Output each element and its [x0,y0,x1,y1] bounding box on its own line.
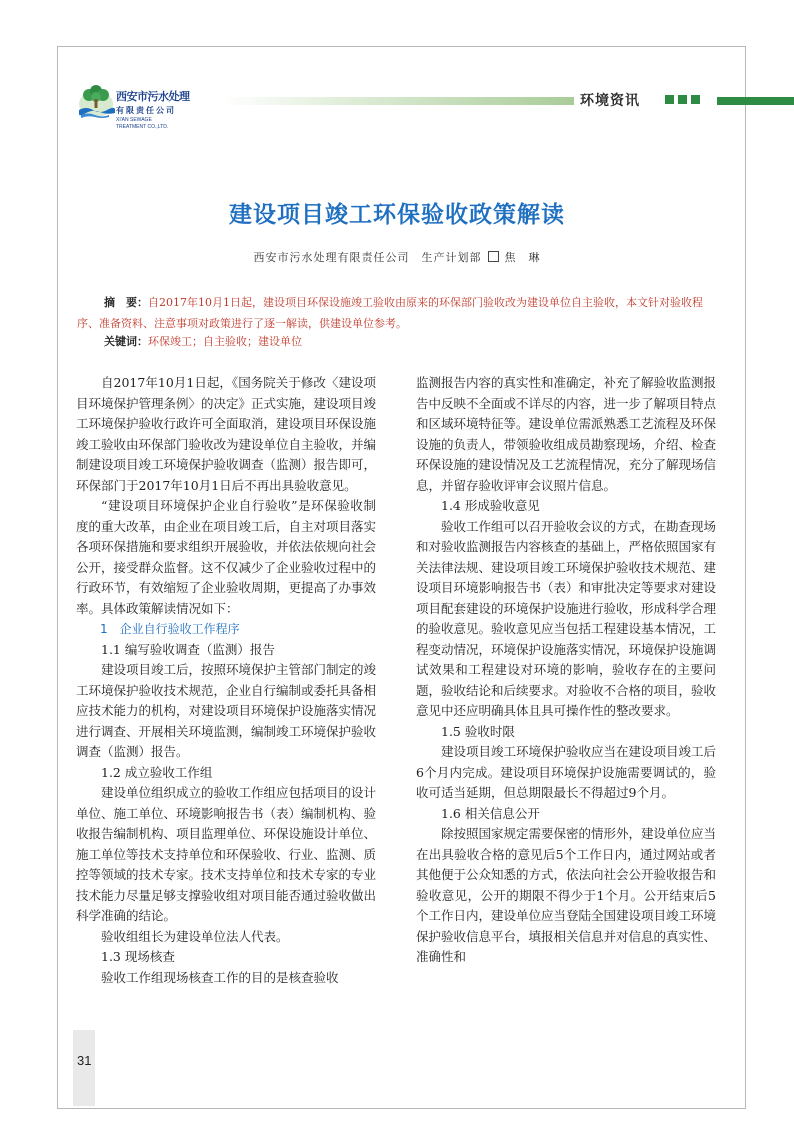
abstract [77,292,719,334]
logo-name-en-2: TREATMENT CO.,LTD. [116,124,169,130]
body-paragraph: 建设单位组织成立的验收工作组应包括项目的设计单位、施工单位、环境影响报告书（表）编制机构、验收报告编制机构、项目监理单位、环保设施设计单位、施工单位等技术支持单位和环保验收、行业、监测、质控等领域的技术专家。技术支持单位和技术专家的专业技术能力尽量足够支撑验收组对项目能否通过验收做出科学准确的结论。 [76,785,377,923]
page-number: 31 [77,1053,92,1068]
keywords-text: 环保竣工；自主验收；建设单位 [148,335,302,348]
subsection-heading: 1.3 现场核查 [101,949,175,964]
subsection-heading: 1.1 编写验收调查（监测）报告 [101,641,275,657]
header-square-1 [665,95,674,104]
body-paragraph: 验收组组长为建设单位法人代表。 [101,928,289,944]
logo-name-en-1: XI'AN SEWAGE [116,117,152,123]
subsection-heading: 1.6 相关信息公开 [441,805,540,821]
body-paragraph: 建设项目竣工环境保护验收应当在建设项目竣工后6个月内完成。建设项目环境保护设施需要调试的，验收可适当延期，但总期限最长不得超过9个月。 [416,744,717,800]
body-paragraph: 验收工作组现场核查工作的目的是核查验收 [101,969,339,985]
logo-name-cn-sub: 有限责任公司 [116,106,176,115]
keywords-label: 关键词： [104,335,148,348]
logo-name-cn: 西安市污水处理 [116,90,190,103]
subsection-heading: 1.4 形成验收意见 [441,498,540,513]
body-paragraph: 建设项目竣工后，按照环境保护主管部门制定的竣工环境保护验收技术规范，企业自行编制或委托具备相应技术能力的机构，对建设项目环境保护设施落实情况进行调查、开展相关环境监测，编制竣工环境保护验收调查（监测）报告。 [76,662,377,759]
body-paragraph: 除按照国家规定需要保密的情形外，建设单位应当在出具验收合格的意见后5个工作日内，通过网站或者其他便于公众知悉的方式，依法向社会公开验收报告和验收意见，公开的期限不得少于1个月。公开结束后5个工作日内，建设单位应当登陆全国建设项目竣工环境保护验收信息平台，填报相关信息并对信息的真实性、准确性和 [416,826,717,964]
body-paragraph: 验收工作组可以召开验收会议的方式，在勘查现场和对验收监测报告内容核查的基础上，严格依照国家有关法律法规、建设项目竣工环境保护验收技术规范、建设项目环境影响报告书（表）和审批决定等要求对建设项目配套建设的环境保护设施进行验收，形成科学合理的验收意见。验收意见应当包括工程建设基本情况，工程变动情况，环境保护设施落实情况，环境保护设施调试效果和工程建设对环境的影响，验收存在的主要问题，验收结论和后续要求。对验收不合格的项目，验收意见中还应明确具体且具可操作性的整改要求。 [416,518,717,718]
company-logo [76,82,226,130]
subsection-heading: 1.5 验收时限 [441,723,515,739]
byline-separator-box [488,251,499,262]
abstract-label: 摘 要： [104,296,148,309]
section-heading: 1 企业自行验收工作程序 [100,622,240,636]
body-column-right [416,373,716,968]
subsection-heading: 1.2 成立验收工作组 [101,764,213,780]
header-square-2 [678,95,687,104]
body-paragraph: 自2017年10月1日起，《国务院关于修改〈建设项目环境保护管理条例〉的决定》正式实施，建设项目竣工环境保护验收行政许可全面取消，建设项目环保设施竣工验收由环保部门验收改为建设单位自主验收，并编制建设项目竣工环境保护验收调查（监测）报告即可，环保部门于2017年10月1日后不再出具验收意见。 [76,375,377,493]
byline-org: 西安市污水处理有限责任公司 生产计划部 [253,251,482,264]
page-tab-strip [73,1030,95,1106]
header-accent-bar [717,97,794,105]
byline [0,249,794,265]
header-square-3 [691,95,700,104]
keywords [104,333,704,351]
abstract-text: 自2017年10月1日起，建设项目环保设施竣工验收由原来的环保部门验收改为建设单位自主验收，本文针对验收程序、准备资料、注意事项对政策进行了逐一解读，供建设单位参考。 [77,296,703,330]
byline-author: 焦 琳 [504,251,541,264]
company-emblem-icon [76,82,116,122]
header-gradient-bar [222,97,574,105]
section-label: 环境资讯 [580,93,640,109]
body-paragraph: “建设项目环境保护企业自行验收”是环保验收制度的重大改革，由企业在项目竣工后，自主对项目落实各项环保措施和要求组织开展验收，并依法依规向社会公开，接受群众监督。这不仅减少了企业验收过程中的行政环节，有效缩短了企业验收周期，更提高了办事效率。具体政策解读情况如下： [76,498,377,616]
body-paragraph-continued: 监测报告内容的真实性和准确定，补充了解验收监测报告中反映不全面或不详尽的内容，进一步了解项目特点和区域环境特征等。建设单位需派熟悉工艺流程及环保设施的负责人，带领验收组成员勘察现场，介绍、检查环保设施的建设情况及工艺流程情况，充分了解现场信息，并留存验收评审会议照片信息。 [416,375,717,493]
body-column-left [76,373,376,988]
article-title: 建设项目竣工环保验收政策解读 [229,202,565,228]
